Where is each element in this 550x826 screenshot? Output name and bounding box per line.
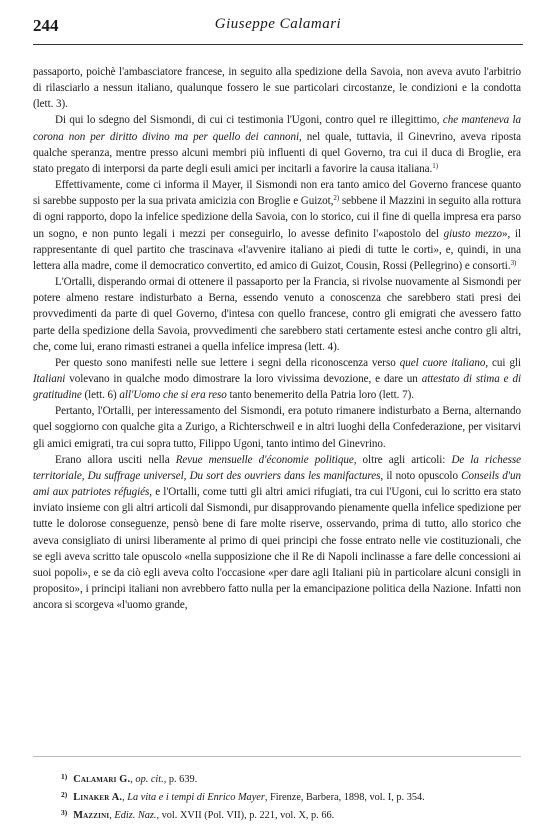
text-run: , il noto opuscolo [380, 469, 462, 482]
text-run: (lett. 6) [81, 389, 120, 402]
footnote-divider [33, 756, 521, 757]
text-run: , vol. XVII (Pol. VII), p. 221, vol. X, p. 66. [156, 810, 335, 822]
paragraph [33, 112, 521, 177]
text-run: , [109, 810, 115, 822]
footnote-mark: 1) [61, 772, 68, 781]
footnotes [33, 769, 521, 824]
body-text [33, 64, 521, 613]
paragraph [33, 64, 521, 112]
italic-text: Revue mensuelle d'économie politique [175, 453, 354, 466]
italic-text: attestato di stima e di gratitudine [33, 372, 521, 402]
footnote-reference: 2) [333, 194, 340, 203]
text-run: , p. 639. [163, 774, 198, 785]
text-run: , [122, 792, 128, 804]
text-run: L'Ortalli, disperando ormai di ottenere il passaporto per la Francia, si rivolse nuovamente al Sismondi per potere almeno restare indisturbato a Berna, essendo venuto a conoscenza che sarebbero stati presi dei provvedimenti da parte di quel Governo, d'intesa con quello francese, contro gli emigrati che avessero fatto parte della spedizione della Savoia, provvedimenti che sarebbero stati certamente estesi anche contro gli altri, che, come lui, erano rimasti estranei a quella infelice impresa (lett. 4). [33, 276, 521, 353]
footnote [33, 769, 521, 787]
text-run: Per questo sono manifesti nelle sue lettere i segni della riconoscenza verso [55, 356, 400, 369]
italic-text: quel cuore italiano [399, 356, 486, 369]
author-name: Linaker A. [73, 792, 123, 804]
text-run: , cui gli [485, 356, 522, 369]
paragraph [33, 177, 521, 274]
text-run: tanto benemerito della Patria loro (lett. 7). [226, 389, 414, 402]
paragraph [33, 452, 521, 614]
italic-text: Conseils d'un ami aux patriotes réfugiés [33, 469, 522, 499]
italic-text: De la richesse territoriale, Du suffrage universel, Du sort des ouvriers dans les manifactures [33, 453, 521, 482]
italic-text: all'Uomo che si era reso [119, 389, 227, 402]
page-number: 244 [33, 16, 59, 35]
italic-text: La vita e i tempi di Enrico Mayer [127, 792, 265, 804]
text-run: Effettivamente, come ci informa il Mayer, il Sismondi non era tanto amico del Governo francese quanto si sarebbe supposto per la sua privata amicizia con Broglie e Guizot, [33, 179, 521, 208]
italic-text: che manteneva la corona non per diritto divino ma per quello dei cannoni [33, 114, 521, 143]
footnote [33, 805, 521, 823]
paragraph [33, 355, 521, 403]
paragraph [33, 274, 521, 355]
paragraph [33, 403, 521, 451]
text-run: passaporto, poichè l'ambasciatore francese, in seguito alla spedizione della Savoia, non aveva avuto l'arbitrio di rilasciarlo a nessun italiano, qualunque fossero le sue particolari circostanze, le condizioni e la condotta (lett. 3). [33, 66, 521, 111]
author-name: Mazzini [73, 810, 110, 822]
text-run: , e l'Ortalli, come tutti gli altri amici rifugiati, tra cui l'Ugoni, cui lo scritto era stato inviato insieme con gli altri articoli dal Sismondi, pur disapprovando pienamente quella infelice spedizione per tutte le dolorose conseguenze, pensò bene di fare molte riserve, osservando, prima di tutto, allo storico che aveva consigliato di unirsi liberamente al primo di quei principi che fosse entrato nelle vie costituzionali, che se egli aveva scritto tale opuscolo «nella supposizione che il Re di Napoli inclinasse a fare delle concessioni ai suoi popoli», e se da ciò egli aveva colto l'occasione «per dare agli Italiani più in particolare alcuni consigli in proposito», i principi italiani non avrebbero fatto nulla per la emancipazione politica della Nazione. Infatti non ancora si scorgeva «l'uomo grande, [33, 486, 521, 612]
header-rule [33, 44, 523, 45]
running-title: Giuseppe Calamari [214, 16, 342, 32]
footnote-mark: 2) [61, 790, 68, 800]
italic-text: op. cit. [135, 774, 164, 785]
text-run: Pertanto, l'Ortalli, per interessamento del Sismondi, era potuto rimanere indisturbato a Berna, alternando quel soggiorno con qualche gita a Zurigo, a Richterschweil e in altri luoghi della Confederazione, per visitarvi gli amici emigrati, tra cui sopra tutto, Filippo Ugoni, tanto intimo del Ginevrino. [33, 405, 521, 450]
footnote [33, 787, 521, 805]
text-run: , Firenze, Barbera, 1898, vol. I, p. 354. [264, 792, 425, 804]
text-run: , oltre agli articoli: [353, 453, 452, 466]
author-name: Calamari G. [73, 774, 131, 785]
footnote-mark: 3) [61, 808, 68, 818]
text-run: Erano allora usciti nella [55, 453, 176, 466]
text-run: , nel quale, tuttavia, il Ginevrino, aveva riposta qualche speranza, mentre presso alcuni membri più influenti di quel Governo, tra cui il duca di Broglie, era stato pregato di interporsi da parte degli esuli amici per incitarli a favorire la causa italiana. [33, 130, 522, 175]
page-header [33, 16, 523, 40]
footnote-reference: 1) [432, 161, 438, 170]
italic-text: giusto mezzo [443, 227, 503, 240]
italic-text: Ediz. Naz. [114, 810, 157, 822]
text-run: sebbene il Mazzini in seguito alla rottura di ogni rapporto, dopo la infelice spedizione della Savoia, con lo storico, cui il fine di quella impresa era parso un sogno, e non punto legali i mezzi per conseguirlo, lo avesse definito l'«apostolo del [33, 195, 521, 240]
text-run: volevano in qualche modo dimostrare la loro vivissima devozione, e dare un [65, 372, 422, 385]
text-run: Di qui lo sdegno del Sismondi, di cui ci testimonia l'Ugoni, contro quel re illegittimo, [55, 114, 443, 127]
text-run: », il rappresentante di quel partito che trascinava «l'avvenire italiano ai piedi di tutte le corti», e, quindi, in una lettera alla madre, come il democratico convertito, ed amico di Guizot, Cousin, Rossi (Pellegrino) e consorti. [33, 227, 522, 272]
italic-text: Italiani [33, 372, 66, 385]
footnote-reference: 3) [510, 258, 517, 267]
text-run: , [130, 774, 136, 785]
